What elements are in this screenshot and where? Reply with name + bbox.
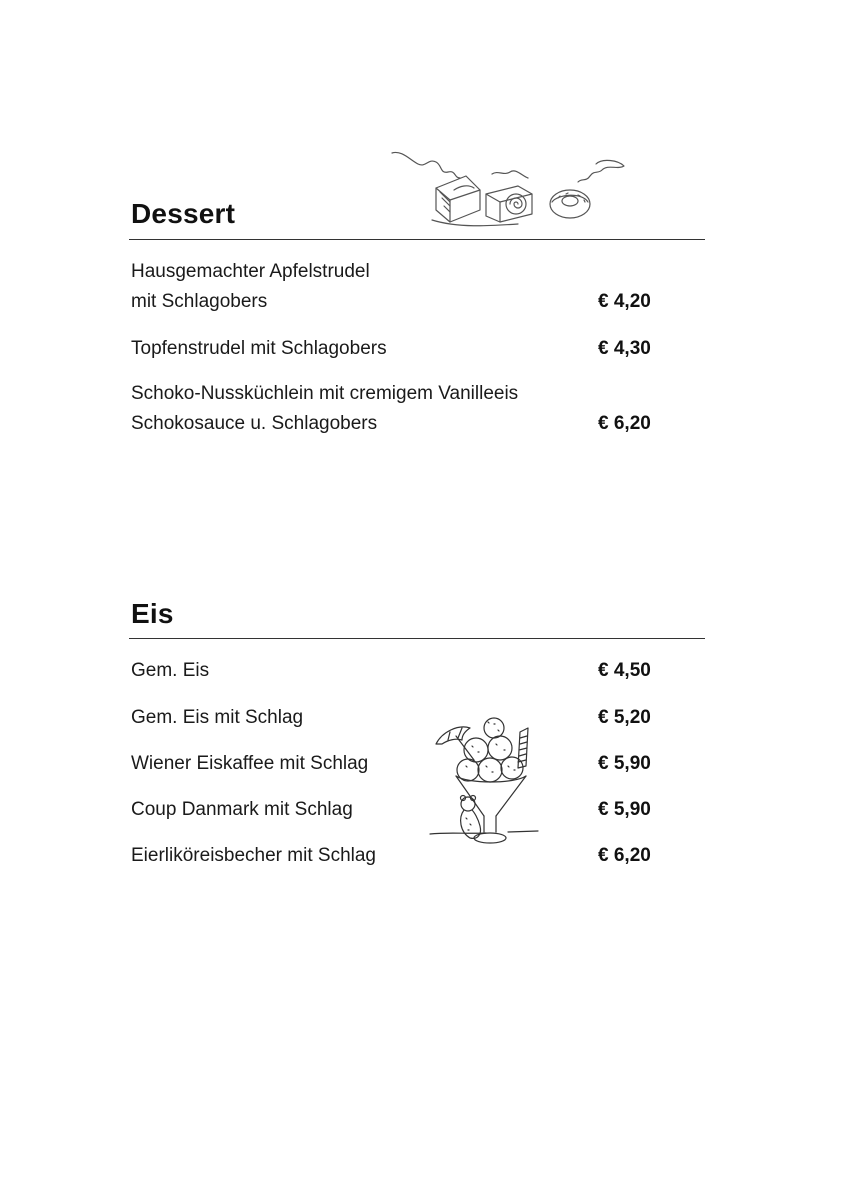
eis-item-price: € 5,90 — [598, 799, 651, 820]
pastries-line-drawing-icon — [388, 148, 630, 230]
eis-divider — [129, 638, 705, 639]
ice-cream-sundae-icon — [428, 714, 542, 850]
dessert-item-name-line1: Schoko-Nussküchlein mit cremigem Vanilleeis — [131, 383, 519, 404]
dessert-divider — [129, 239, 705, 240]
eis-item-price: € 5,20 — [598, 707, 651, 728]
eis-item-name: Gem. Eis mit Schlag — [131, 707, 304, 728]
dessert-title: Dessert — [131, 198, 236, 229]
eis-title: Eis — [131, 598, 174, 629]
dessert-item-name-line1: Hausgemachter Apfelstrudel — [131, 261, 370, 282]
dessert-item-price: € 6,20 — [598, 413, 651, 434]
dessert-item-name-line1: Topfenstrudel mit Schlagobers — [131, 338, 387, 359]
eis-item-price: € 5,90 — [598, 753, 651, 774]
eis-item-price: € 4,50 — [598, 660, 651, 681]
eis-item-name: Eierliköreisbecher mit Schlag — [131, 845, 376, 866]
dessert-item-price: € 4,20 — [598, 291, 651, 312]
dessert-item-name-line2: Schokosauce u. Schlagobers — [131, 413, 378, 434]
eis-item-name: Coup Danmark mit Schlag — [131, 799, 353, 820]
eis-item-price: € 6,20 — [598, 845, 651, 866]
dessert-item-price: € 4,30 — [598, 338, 651, 359]
eis-item-name: Gem. Eis — [131, 660, 210, 681]
dessert-item-name-line2: mit Schlagobers — [131, 291, 268, 312]
eis-item-name: Wiener Eiskaffee mit Schlag — [131, 753, 369, 774]
